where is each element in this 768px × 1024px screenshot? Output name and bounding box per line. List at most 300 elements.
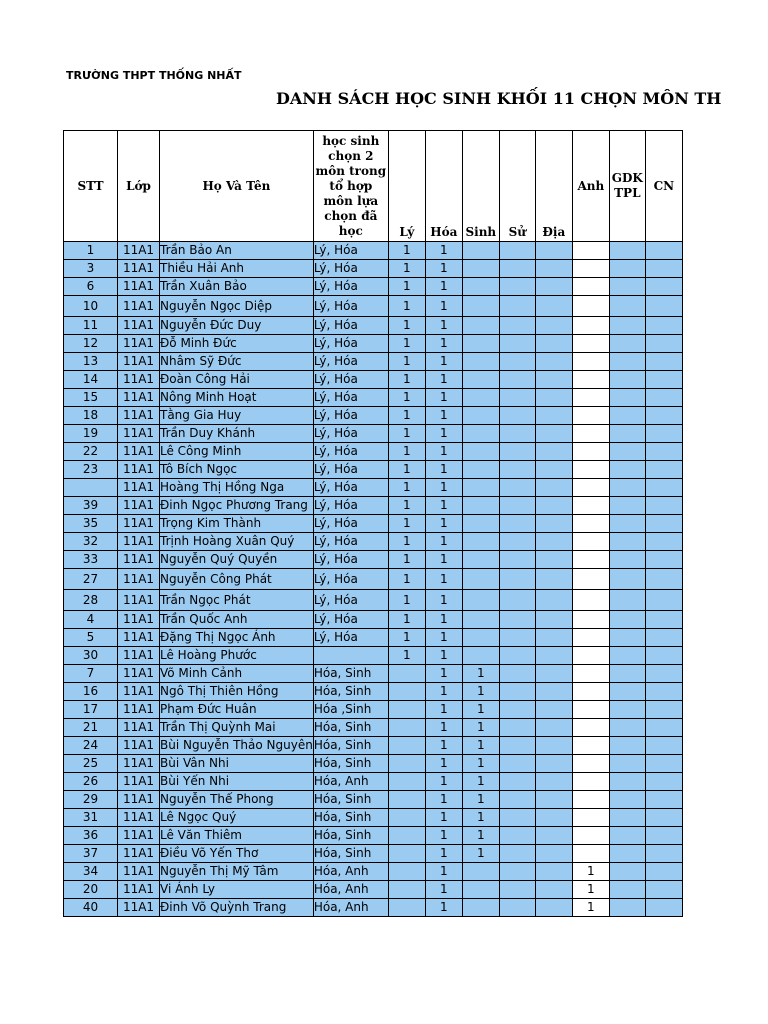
cell-dia (535, 461, 572, 479)
cell-cn (645, 425, 682, 443)
table-row (64, 611, 683, 629)
cell-dia (535, 863, 572, 881)
cell-dia (535, 278, 572, 296)
cell-lop: 11A1 (118, 296, 160, 317)
cell-hoa: 1 (425, 479, 462, 497)
cell-cn (645, 773, 682, 791)
cell-anh (572, 479, 609, 497)
cell-anh (572, 407, 609, 425)
cell-hoa: 1 (425, 242, 462, 260)
cell-lop: 11A1 (118, 533, 160, 551)
cell-choice: Lý, Hóa (313, 389, 388, 407)
cell-name: Bùi Vân Nhi (160, 755, 314, 773)
cell-name: Đoàn Công Hải (160, 371, 314, 389)
cell-ly: 1 (388, 425, 425, 443)
cell-hoa: 1 (425, 353, 462, 371)
cell-cn (645, 551, 682, 569)
cell-lop: 11A1 (118, 590, 160, 611)
cell-lop: 11A1 (118, 809, 160, 827)
cell-gdk (609, 389, 645, 407)
cell-dia (535, 773, 572, 791)
cell-gdk (609, 773, 645, 791)
table-row (64, 881, 683, 899)
cell-hoa: 1 (425, 551, 462, 569)
cell-cn (645, 260, 682, 278)
cell-sinh (462, 317, 499, 335)
cell-su (499, 242, 535, 260)
cell-hoa: 1 (425, 809, 462, 827)
student-table (63, 130, 683, 917)
cell-choice: Hóa, Sinh (313, 755, 388, 773)
cell-cn (645, 242, 682, 260)
cell-choice: Hóa, Anh (313, 773, 388, 791)
cell-anh (572, 701, 609, 719)
cell-sinh (462, 407, 499, 425)
cell-hoa: 1 (425, 683, 462, 701)
cell-sinh: 1 (462, 827, 499, 845)
cell-dia (535, 719, 572, 737)
cell-su (499, 479, 535, 497)
cell-dia (535, 881, 572, 899)
cell-stt: 1 (64, 242, 118, 260)
cell-cn (645, 737, 682, 755)
table-row (64, 551, 683, 569)
cell-name: Tô Bích Ngọc (160, 461, 314, 479)
cell-name: Vi Ánh Ly (160, 881, 314, 899)
cell-gdk (609, 647, 645, 665)
cell-anh (572, 827, 609, 845)
cell-sinh (462, 479, 499, 497)
cell-cn (645, 590, 682, 611)
cell-su (499, 701, 535, 719)
table-row (64, 629, 683, 647)
cell-cn (645, 389, 682, 407)
cell-anh (572, 590, 609, 611)
cell-stt: 40 (64, 899, 118, 917)
cell-choice: Lý, Hóa (313, 296, 388, 317)
cell-dia (535, 683, 572, 701)
cell-choice: Hóa, Sinh (313, 809, 388, 827)
cell-anh (572, 497, 609, 515)
cell-gdk (609, 407, 645, 425)
cell-hoa: 1 (425, 497, 462, 515)
table-row (64, 425, 683, 443)
cell-stt: 6 (64, 278, 118, 296)
cell-lop: 11A1 (118, 611, 160, 629)
cell-anh: 1 (572, 863, 609, 881)
cell-stt: 22 (64, 443, 118, 461)
cell-ly: 1 (388, 443, 425, 461)
table-row (64, 701, 683, 719)
cell-stt: 31 (64, 809, 118, 827)
cell-dia (535, 701, 572, 719)
cell-gdk (609, 425, 645, 443)
cell-cn (645, 296, 682, 317)
cell-su (499, 881, 535, 899)
header-gdk: GDK TPL (609, 131, 645, 242)
cell-gdk (609, 335, 645, 353)
cell-stt: 30 (64, 647, 118, 665)
cell-lop: 11A1 (118, 278, 160, 296)
cell-dia (535, 569, 572, 590)
cell-gdk (609, 515, 645, 533)
cell-ly: 1 (388, 407, 425, 425)
cell-cn (645, 791, 682, 809)
cell-su (499, 353, 535, 371)
cell-dia (535, 353, 572, 371)
cell-gdk (609, 242, 645, 260)
cell-anh (572, 737, 609, 755)
cell-name: Võ Minh Cảnh (160, 665, 314, 683)
cell-name: Nhâm Sỹ Đức (160, 353, 314, 371)
cell-sinh (462, 371, 499, 389)
cell-lop: 11A1 (118, 407, 160, 425)
table-row (64, 809, 683, 827)
cell-choice: Lý, Hóa (313, 260, 388, 278)
cell-cn (645, 863, 682, 881)
header-dia: Địa (535, 131, 572, 242)
cell-gdk (609, 479, 645, 497)
cell-ly: 1 (388, 389, 425, 407)
cell-hoa: 1 (425, 461, 462, 479)
cell-hoa: 1 (425, 737, 462, 755)
header-cn: CN (645, 131, 682, 242)
cell-stt: 16 (64, 683, 118, 701)
table-row (64, 845, 683, 863)
header-su: Sử (499, 131, 535, 242)
cell-name: Nông Minh Hoạt (160, 389, 314, 407)
cell-gdk (609, 497, 645, 515)
cell-su (499, 533, 535, 551)
cell-hoa: 1 (425, 335, 462, 353)
cell-gdk (609, 590, 645, 611)
cell-cn (645, 665, 682, 683)
cell-dia (535, 791, 572, 809)
cell-lop: 11A1 (118, 425, 160, 443)
cell-anh (572, 443, 609, 461)
cell-gdk (609, 443, 645, 461)
cell-lop: 11A1 (118, 569, 160, 590)
cell-cn (645, 701, 682, 719)
cell-ly: 1 (388, 611, 425, 629)
cell-cn (645, 755, 682, 773)
cell-lop: 11A1 (118, 683, 160, 701)
table-row (64, 443, 683, 461)
cell-dia (535, 827, 572, 845)
cell-choice: Lý, Hóa (313, 569, 388, 590)
cell-su (499, 791, 535, 809)
cell-anh (572, 791, 609, 809)
cell-ly: 1 (388, 260, 425, 278)
cell-gdk (609, 260, 645, 278)
cell-ly: 1 (388, 371, 425, 389)
cell-choice: Lý, Hóa (313, 425, 388, 443)
cell-sinh: 1 (462, 737, 499, 755)
cell-name: Đinh Ngọc Phương Trang (160, 497, 314, 515)
cell-name: Ngô Thị Thiên Hồng (160, 683, 314, 701)
cell-hoa: 1 (425, 425, 462, 443)
cell-su (499, 845, 535, 863)
cell-ly: 1 (388, 515, 425, 533)
cell-sinh (462, 515, 499, 533)
header-row (64, 131, 683, 242)
header-anh: Anh (572, 131, 609, 242)
cell-hoa: 1 (425, 755, 462, 773)
cell-stt: 33 (64, 551, 118, 569)
cell-ly: 1 (388, 353, 425, 371)
cell-ly (388, 845, 425, 863)
cell-su (499, 317, 535, 335)
cell-cn (645, 569, 682, 590)
table-row (64, 533, 683, 551)
cell-dia (535, 737, 572, 755)
cell-lop: 11A1 (118, 260, 160, 278)
cell-hoa: 1 (425, 611, 462, 629)
cell-hoa: 1 (425, 590, 462, 611)
cell-dia (535, 629, 572, 647)
cell-su (499, 443, 535, 461)
header-name: Họ Và Tên (160, 131, 314, 242)
cell-name: Trần Duy Khánh (160, 425, 314, 443)
table-row (64, 479, 683, 497)
cell-anh (572, 845, 609, 863)
cell-hoa: 1 (425, 899, 462, 917)
cell-anh (572, 551, 609, 569)
cell-hoa: 1 (425, 773, 462, 791)
cell-lop: 11A1 (118, 335, 160, 353)
table-row (64, 461, 683, 479)
cell-lop: 11A1 (118, 827, 160, 845)
cell-cn (645, 371, 682, 389)
cell-choice: Lý, Hóa (313, 353, 388, 371)
cell-sinh (462, 335, 499, 353)
cell-lop: 11A1 (118, 737, 160, 755)
cell-gdk (609, 701, 645, 719)
cell-cn (645, 278, 682, 296)
cell-name: Lê Hoàng Phước (160, 647, 314, 665)
cell-gdk (609, 317, 645, 335)
cell-cn (645, 443, 682, 461)
cell-name: Đỗ Minh Đức (160, 335, 314, 353)
cell-anh (572, 515, 609, 533)
cell-dia (535, 590, 572, 611)
cell-stt: 29 (64, 791, 118, 809)
table-row (64, 515, 683, 533)
cell-sinh: 1 (462, 755, 499, 773)
cell-hoa: 1 (425, 629, 462, 647)
cell-choice (313, 647, 388, 665)
cell-stt: 18 (64, 407, 118, 425)
cell-stt: 17 (64, 701, 118, 719)
document-title: DANH SÁCH HỌC SINH KHỐI 11 CHỌN MÔN TH (276, 89, 722, 108)
cell-sinh: 1 (462, 701, 499, 719)
cell-gdk (609, 296, 645, 317)
cell-ly: 1 (388, 317, 425, 335)
cell-anh (572, 629, 609, 647)
cell-anh (572, 317, 609, 335)
cell-ly: 1 (388, 629, 425, 647)
cell-choice: Hóa, Sinh (313, 719, 388, 737)
cell-choice: Lý, Hóa (313, 461, 388, 479)
cell-name: Đặng Thị Ngọc Ánh (160, 629, 314, 647)
cell-lop: 11A1 (118, 791, 160, 809)
cell-sinh (462, 863, 499, 881)
cell-stt: 10 (64, 296, 118, 317)
cell-stt: 15 (64, 389, 118, 407)
header-hoa: Hóa (425, 131, 462, 242)
cell-choice: Hóa, Sinh (313, 665, 388, 683)
cell-stt: 23 (64, 461, 118, 479)
cell-dia (535, 497, 572, 515)
cell-anh (572, 773, 609, 791)
cell-anh: 1 (572, 899, 609, 917)
cell-su (499, 497, 535, 515)
cell-choice: Lý, Hóa (313, 515, 388, 533)
table-row (64, 665, 683, 683)
cell-lop: 11A1 (118, 665, 160, 683)
cell-name: Nguyễn Thị Mỹ Tâm (160, 863, 314, 881)
cell-choice: Hóa, Anh (313, 881, 388, 899)
cell-stt (64, 479, 118, 497)
cell-su (499, 569, 535, 590)
table-row (64, 296, 683, 317)
cell-hoa: 1 (425, 443, 462, 461)
cell-cn (645, 629, 682, 647)
cell-anh (572, 389, 609, 407)
cell-cn (645, 809, 682, 827)
cell-anh (572, 647, 609, 665)
cell-lop: 11A1 (118, 551, 160, 569)
cell-stt: 21 (64, 719, 118, 737)
table-row (64, 590, 683, 611)
cell-sinh (462, 425, 499, 443)
cell-hoa: 1 (425, 278, 462, 296)
cell-cn (645, 533, 682, 551)
cell-su (499, 755, 535, 773)
cell-name: Nguyễn Đức Duy (160, 317, 314, 335)
cell-su (499, 296, 535, 317)
cell-su (499, 425, 535, 443)
cell-gdk (609, 737, 645, 755)
cell-stt: 25 (64, 755, 118, 773)
cell-lop: 11A1 (118, 647, 160, 665)
cell-stt: 7 (64, 665, 118, 683)
cell-dia (535, 899, 572, 917)
cell-gdk (609, 899, 645, 917)
cell-ly: 1 (388, 461, 425, 479)
cell-cn (645, 647, 682, 665)
cell-sinh (462, 629, 499, 647)
cell-choice: Hóa, Sinh (313, 683, 388, 701)
cell-name: Trần Thị Quỳnh Mai (160, 719, 314, 737)
cell-ly (388, 719, 425, 737)
cell-dia (535, 809, 572, 827)
cell-hoa: 1 (425, 881, 462, 899)
cell-anh (572, 569, 609, 590)
cell-stt: 24 (64, 737, 118, 755)
cell-hoa: 1 (425, 260, 462, 278)
header-ly: Lý (388, 131, 425, 242)
cell-sinh: 1 (462, 773, 499, 791)
cell-su (499, 665, 535, 683)
cell-gdk (609, 881, 645, 899)
cell-hoa: 1 (425, 533, 462, 551)
cell-lop: 11A1 (118, 629, 160, 647)
table-row (64, 569, 683, 590)
cell-ly: 1 (388, 335, 425, 353)
cell-su (499, 461, 535, 479)
header-stt: STT (64, 131, 118, 242)
table-row (64, 278, 683, 296)
table-row (64, 407, 683, 425)
cell-choice: Hóa, Anh (313, 899, 388, 917)
cell-name: Lê Văn Thiêm (160, 827, 314, 845)
cell-choice: Lý, Hóa (313, 242, 388, 260)
cell-dia (535, 242, 572, 260)
cell-sinh (462, 260, 499, 278)
cell-ly (388, 737, 425, 755)
cell-su (499, 773, 535, 791)
table-row (64, 773, 683, 791)
cell-dia (535, 665, 572, 683)
cell-gdk (609, 863, 645, 881)
cell-sinh (462, 278, 499, 296)
cell-dia (535, 845, 572, 863)
cell-choice: Hóa, Anh (313, 863, 388, 881)
cell-cn (645, 899, 682, 917)
cell-lop: 11A1 (118, 773, 160, 791)
table-row (64, 683, 683, 701)
cell-cn (645, 335, 682, 353)
cell-hoa: 1 (425, 701, 462, 719)
cell-ly: 1 (388, 242, 425, 260)
cell-hoa: 1 (425, 791, 462, 809)
cell-sinh (462, 551, 499, 569)
cell-gdk (609, 755, 645, 773)
cell-choice: Lý, Hóa (313, 533, 388, 551)
cell-su (499, 611, 535, 629)
cell-su (499, 629, 535, 647)
cell-anh (572, 461, 609, 479)
header-choice: học sinh chọn 2 môn trong tổ hợp môn lựa chọn đã học (313, 131, 388, 242)
cell-lop: 11A1 (118, 371, 160, 389)
cell-su (499, 335, 535, 353)
cell-cn (645, 719, 682, 737)
cell-choice: Lý, Hóa (313, 371, 388, 389)
cell-sinh (462, 389, 499, 407)
cell-lop: 11A1 (118, 515, 160, 533)
cell-stt: 3 (64, 260, 118, 278)
cell-hoa: 1 (425, 845, 462, 863)
cell-ly (388, 881, 425, 899)
cell-lop: 11A1 (118, 443, 160, 461)
cell-choice: Lý, Hóa (313, 611, 388, 629)
cell-anh (572, 353, 609, 371)
cell-stt: 12 (64, 335, 118, 353)
cell-gdk (609, 533, 645, 551)
cell-choice: Lý, Hóa (313, 590, 388, 611)
school-name: TRƯỜNG THPT THỐNG NHẤT (66, 69, 242, 82)
cell-name: Phạm Đức Huân (160, 701, 314, 719)
cell-anh (572, 278, 609, 296)
cell-lop: 11A1 (118, 317, 160, 335)
cell-ly (388, 863, 425, 881)
cell-su (499, 827, 535, 845)
cell-su (499, 737, 535, 755)
cell-gdk (609, 683, 645, 701)
table-row (64, 863, 683, 881)
cell-lop: 11A1 (118, 899, 160, 917)
